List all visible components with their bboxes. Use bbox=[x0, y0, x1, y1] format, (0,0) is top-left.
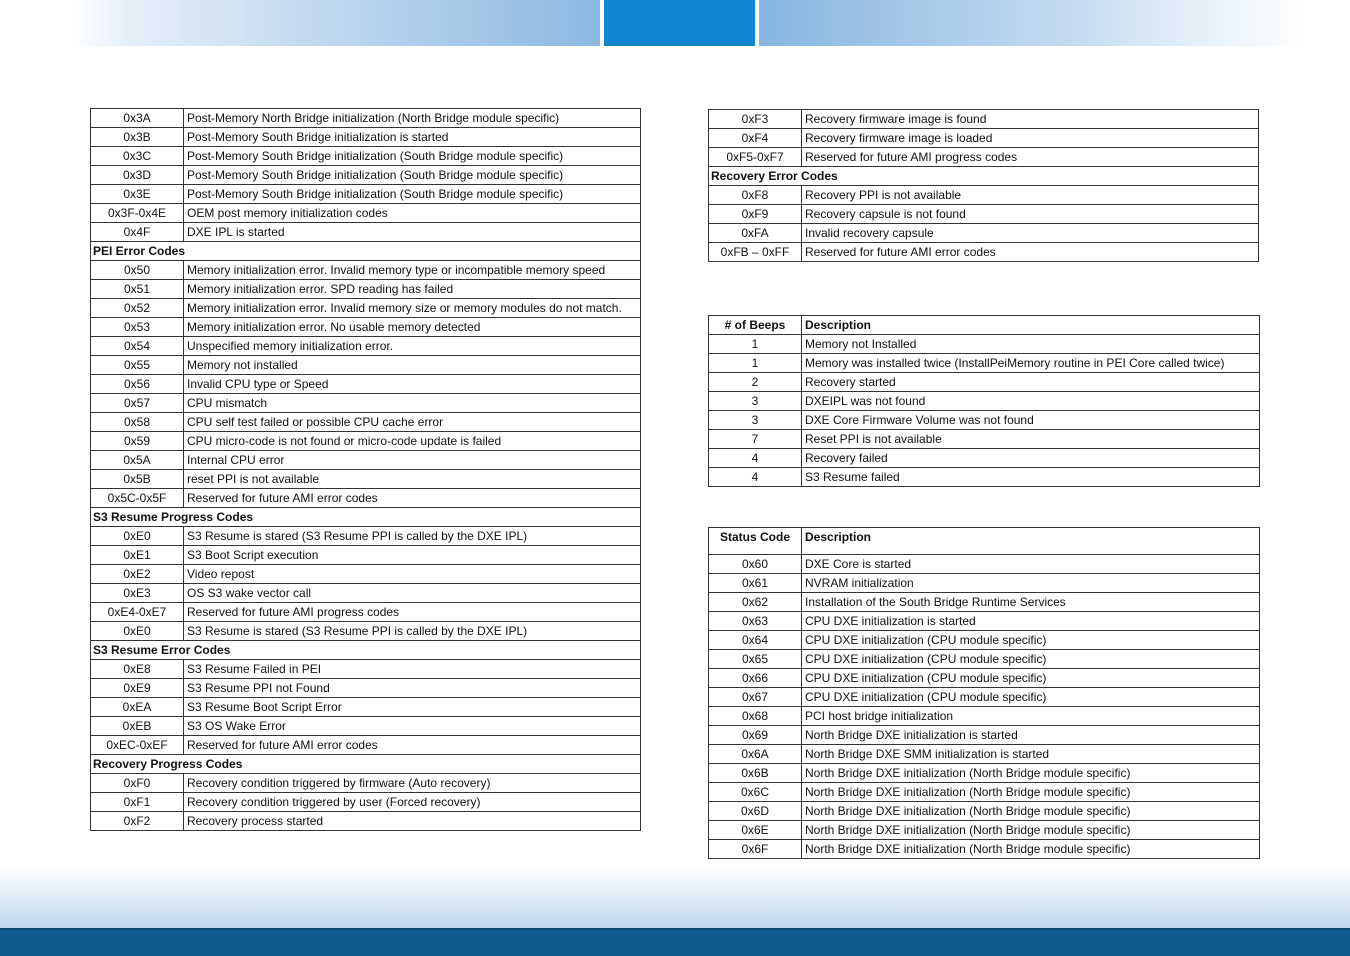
code-cell: 4 bbox=[709, 468, 802, 487]
beep-codes-table bbox=[708, 315, 1260, 487]
code-cell: 0xF0 bbox=[91, 774, 184, 793]
section-heading: S3 Resume Error Codes bbox=[91, 641, 641, 660]
section-heading: PEI Error Codes bbox=[91, 242, 641, 261]
table-row bbox=[91, 356, 641, 375]
description-cell: CPU self test failed or possible CPU cache error bbox=[184, 413, 641, 432]
table-row bbox=[709, 840, 1260, 859]
table-row bbox=[709, 783, 1260, 802]
table-row bbox=[91, 698, 641, 717]
description-cell: CPU DXE initialization (CPU module specific) bbox=[802, 650, 1260, 669]
code-cell: 0x5C-0x5F bbox=[91, 489, 184, 508]
code-cell: 0x3F-0x4E bbox=[91, 204, 184, 223]
description-cell: S3 Resume Boot Script Error bbox=[184, 698, 641, 717]
section-heading: Recovery Error Codes bbox=[709, 167, 1259, 186]
table-row bbox=[709, 449, 1260, 468]
table-row bbox=[91, 413, 641, 432]
description-cell: Memory initialization error. No usable memory detected bbox=[184, 318, 641, 337]
table-row bbox=[709, 243, 1259, 262]
table-row bbox=[91, 660, 641, 679]
dxe-status-codes-table bbox=[708, 527, 1260, 859]
table-row bbox=[709, 688, 1260, 707]
table-row bbox=[709, 745, 1260, 764]
table-row bbox=[91, 432, 641, 451]
description-cell: S3 Resume Failed in PEI bbox=[184, 660, 641, 679]
section-heading: S3 Resume Progress Codes bbox=[91, 508, 641, 527]
table-row bbox=[91, 299, 641, 318]
code-cell: 0x68 bbox=[709, 707, 802, 726]
table-row bbox=[91, 147, 641, 166]
table-row bbox=[91, 185, 641, 204]
code-cell: 0x6E bbox=[709, 821, 802, 840]
code-cell: 0xF2 bbox=[91, 812, 184, 831]
code-cell: 0x3B bbox=[91, 128, 184, 147]
description-cell: Unspecified memory initialization error. bbox=[184, 337, 641, 356]
code-cell: 0x57 bbox=[91, 394, 184, 413]
code-cell: 0x66 bbox=[709, 669, 802, 688]
section-heading-row bbox=[91, 641, 641, 660]
description-cell: North Bridge DXE initialization (North Bridge module specific) bbox=[802, 764, 1260, 783]
code-cell: 0xEB bbox=[91, 717, 184, 736]
code-cell: 0x64 bbox=[709, 631, 802, 650]
table-row bbox=[91, 451, 641, 470]
description-cell: DXE Core Firmware Volume was not found bbox=[802, 411, 1260, 430]
table-row bbox=[91, 793, 641, 812]
table-header-row bbox=[709, 316, 1260, 335]
code-cell: 1 bbox=[709, 335, 802, 354]
description-cell: North Bridge DXE initialization (North Bridge module specific) bbox=[802, 802, 1260, 821]
recovery-codes-table bbox=[708, 109, 1259, 262]
code-cell: 0x52 bbox=[91, 299, 184, 318]
code-cell: 0x67 bbox=[709, 688, 802, 707]
header-cell-code: Status Code bbox=[709, 528, 802, 555]
table-row bbox=[91, 679, 641, 698]
table-row bbox=[91, 527, 641, 546]
table-row bbox=[91, 394, 641, 413]
description-cell: Post-Memory South Bridge initialization (South Bridge module specific) bbox=[184, 166, 641, 185]
code-cell: 0x5B bbox=[91, 470, 184, 489]
code-cell: 0xE3 bbox=[91, 584, 184, 603]
table-row bbox=[91, 603, 641, 622]
table-row bbox=[91, 318, 641, 337]
table-row bbox=[709, 726, 1260, 745]
description-cell: Reserved for future AMI error codes bbox=[802, 243, 1259, 262]
description-cell: Reserved for future AMI error codes bbox=[184, 489, 641, 508]
code-cell: 0x51 bbox=[91, 280, 184, 299]
table-row bbox=[709, 574, 1260, 593]
description-cell: Recovery failed bbox=[802, 449, 1260, 468]
table-row bbox=[709, 802, 1260, 821]
table-row bbox=[91, 337, 641, 356]
footer-band bbox=[0, 866, 1350, 930]
code-cell: 1 bbox=[709, 354, 802, 373]
description-cell: Memory was installed twice (InstallPeiMemory routine in PEI Core called twice) bbox=[802, 354, 1260, 373]
description-cell: S3 Resume failed bbox=[802, 468, 1260, 487]
description-cell: OS S3 wake vector call bbox=[184, 584, 641, 603]
code-cell: 0xF4 bbox=[709, 129, 802, 148]
description-cell: S3 Boot Script execution bbox=[184, 546, 641, 565]
description-cell: DXE Core is started bbox=[802, 555, 1260, 574]
description-cell: Post-Memory South Bridge initialization (South Bridge module specific) bbox=[184, 147, 641, 166]
header-band-right bbox=[759, 0, 1350, 46]
table-row bbox=[91, 622, 641, 641]
table-row bbox=[709, 392, 1260, 411]
code-cell: 3 bbox=[709, 392, 802, 411]
table-row bbox=[709, 631, 1260, 650]
description-cell: North Bridge DXE initialization (North Bridge module specific) bbox=[802, 840, 1260, 859]
code-cell: 0x6D bbox=[709, 802, 802, 821]
code-cell: 0xF3 bbox=[709, 110, 802, 129]
description-cell: CPU DXE initialization is started bbox=[802, 612, 1260, 631]
description-cell: Invalid recovery capsule bbox=[802, 224, 1259, 243]
code-cell: 0xF8 bbox=[709, 186, 802, 205]
code-cell: 0x53 bbox=[91, 318, 184, 337]
code-cell: 0xF5-0xF7 bbox=[709, 148, 802, 167]
description-cell: Installation of the South Bridge Runtime Services bbox=[802, 593, 1260, 612]
description-cell: Recovery started bbox=[802, 373, 1260, 392]
table-header-row bbox=[709, 528, 1260, 555]
footer-bar bbox=[0, 928, 1350, 956]
description-cell: Post-Memory South Bridge initialization is started bbox=[184, 128, 641, 147]
code-cell: 0x4F bbox=[91, 223, 184, 242]
code-cell: 0x3E bbox=[91, 185, 184, 204]
table-row bbox=[709, 707, 1260, 726]
description-cell: Reserved for future AMI error codes bbox=[184, 736, 641, 755]
table-row bbox=[91, 261, 641, 280]
description-cell: Memory not installed bbox=[184, 356, 641, 375]
code-cell: 0x61 bbox=[709, 574, 802, 593]
code-cell: 0xE2 bbox=[91, 565, 184, 584]
description-cell: Memory not Installed bbox=[802, 335, 1260, 354]
code-cell: 0xFB – 0xFF bbox=[709, 243, 802, 262]
table-row bbox=[91, 812, 641, 831]
code-cell: 0xE0 bbox=[91, 527, 184, 546]
code-cell: 0x6B bbox=[709, 764, 802, 783]
table-row bbox=[709, 764, 1260, 783]
description-cell: Internal CPU error bbox=[184, 451, 641, 470]
table-row bbox=[709, 205, 1259, 224]
description-cell: Recovery condition triggered by firmware (Auto recovery) bbox=[184, 774, 641, 793]
description-cell: CPU DXE initialization (CPU module specific) bbox=[802, 688, 1260, 707]
table-row bbox=[91, 470, 641, 489]
table-row bbox=[709, 669, 1260, 688]
description-cell: North Bridge DXE initialization (North Bridge module specific) bbox=[802, 783, 1260, 802]
description-cell: Memory initialization error. SPD reading has failed bbox=[184, 280, 641, 299]
table-row bbox=[709, 373, 1260, 392]
code-cell: 0x6C bbox=[709, 783, 802, 802]
code-cell: 4 bbox=[709, 449, 802, 468]
table-row bbox=[709, 612, 1260, 631]
table-row bbox=[91, 109, 641, 128]
section-heading-row bbox=[91, 508, 641, 527]
description-cell: Recovery firmware image is loaded bbox=[802, 129, 1259, 148]
description-cell: North Bridge DXE initialization (North Bridge module specific) bbox=[802, 821, 1260, 840]
code-cell: 0x54 bbox=[91, 337, 184, 356]
code-cell: 2 bbox=[709, 373, 802, 392]
code-cell: 0x56 bbox=[91, 375, 184, 394]
code-cell: 0x63 bbox=[709, 612, 802, 631]
table-row bbox=[91, 717, 641, 736]
description-cell: Recovery PPI is not available bbox=[802, 186, 1259, 205]
description-cell: North Bridge DXE SMM initialization is started bbox=[802, 745, 1260, 764]
description-cell: PCI host bridge initialization bbox=[802, 707, 1260, 726]
code-cell: 7 bbox=[709, 430, 802, 449]
description-cell: Recovery capsule is not found bbox=[802, 205, 1259, 224]
code-cell: 0x5A bbox=[91, 451, 184, 470]
description-cell: Memory initialization error. Invalid memory type or incompatible memory speed bbox=[184, 261, 641, 280]
description-cell: OEM post memory initialization codes bbox=[184, 204, 641, 223]
table-row bbox=[709, 110, 1259, 129]
code-cell: 0xF1 bbox=[91, 793, 184, 812]
code-cell: 0xE1 bbox=[91, 546, 184, 565]
code-cell: 0x3D bbox=[91, 166, 184, 185]
description-cell: S3 OS Wake Error bbox=[184, 717, 641, 736]
code-cell: 0xE9 bbox=[91, 679, 184, 698]
code-cell: 0x6A bbox=[709, 745, 802, 764]
description-cell: North Bridge DXE initialization is started bbox=[802, 726, 1260, 745]
description-cell: Recovery condition triggered by user (Forced recovery) bbox=[184, 793, 641, 812]
description-cell: S3 Resume PPI not Found bbox=[184, 679, 641, 698]
code-cell: 0xEC-0xEF bbox=[91, 736, 184, 755]
description-cell: Invalid CPU type or Speed bbox=[184, 375, 641, 394]
description-cell: Memory initialization error. Invalid memory size or memory modules do not match. bbox=[184, 299, 641, 318]
description-cell: CPU mismatch bbox=[184, 394, 641, 413]
description-cell: CPU micro-code is not found or micro-code update is failed bbox=[184, 432, 641, 451]
code-cell: 0x50 bbox=[91, 261, 184, 280]
description-cell: Recovery firmware image is found bbox=[802, 110, 1259, 129]
description-cell: S3 Resume is stared (S3 Resume PPI is called by the DXE IPL) bbox=[184, 622, 641, 641]
table-row bbox=[709, 593, 1260, 612]
section-heading: Recovery Progress Codes bbox=[91, 755, 641, 774]
description-cell: Reset PPI is not available bbox=[802, 430, 1260, 449]
table-row bbox=[91, 489, 641, 508]
header-tab bbox=[604, 0, 755, 46]
table-row bbox=[709, 186, 1259, 205]
table-row bbox=[91, 565, 641, 584]
table-row bbox=[709, 650, 1260, 669]
section-heading-row bbox=[709, 167, 1259, 186]
table-row bbox=[91, 128, 641, 147]
table-row bbox=[91, 584, 641, 603]
code-cell: 0x65 bbox=[709, 650, 802, 669]
table-row bbox=[709, 411, 1260, 430]
code-cell: 0x3A bbox=[91, 109, 184, 128]
code-cell: 0x62 bbox=[709, 593, 802, 612]
description-cell: reset PPI is not available bbox=[184, 470, 641, 489]
table-row bbox=[91, 166, 641, 185]
table-row bbox=[709, 129, 1259, 148]
table-row bbox=[91, 546, 641, 565]
table-row bbox=[91, 204, 641, 223]
table-row bbox=[709, 821, 1260, 840]
code-cell: 0x59 bbox=[91, 432, 184, 451]
table-row bbox=[91, 375, 641, 394]
table-row bbox=[709, 468, 1260, 487]
table-row bbox=[709, 148, 1259, 167]
description-cell: NVRAM initialization bbox=[802, 574, 1260, 593]
code-cell: 0x69 bbox=[709, 726, 802, 745]
table-row bbox=[709, 335, 1260, 354]
description-cell: Recovery process started bbox=[184, 812, 641, 831]
table-row bbox=[709, 430, 1260, 449]
code-cell: 0x60 bbox=[709, 555, 802, 574]
table-row bbox=[91, 774, 641, 793]
code-cell: 0xEA bbox=[91, 698, 184, 717]
description-cell: DXE IPL is started bbox=[184, 223, 641, 242]
table-row bbox=[91, 223, 641, 242]
code-cell: 0xFA bbox=[709, 224, 802, 243]
description-cell: Reserved for future AMI progress codes bbox=[802, 148, 1259, 167]
section-heading-row bbox=[91, 755, 641, 774]
description-cell: DXEIPL was not found bbox=[802, 392, 1260, 411]
code-cell: 0x55 bbox=[91, 356, 184, 375]
code-cell: 3 bbox=[709, 411, 802, 430]
code-cell: 0xE0 bbox=[91, 622, 184, 641]
header-band-left bbox=[0, 0, 600, 46]
description-cell: CPU DXE initialization (CPU module specific) bbox=[802, 631, 1260, 650]
table-row bbox=[91, 280, 641, 299]
code-cell: 0x6F bbox=[709, 840, 802, 859]
description-cell: S3 Resume is stared (S3 Resume PPI is called by the DXE IPL) bbox=[184, 527, 641, 546]
header-cell-description: Description bbox=[802, 316, 1260, 335]
code-cell: 0xE8 bbox=[91, 660, 184, 679]
table-row bbox=[709, 354, 1260, 373]
table-row bbox=[709, 555, 1260, 574]
code-cell: 0x3C bbox=[91, 147, 184, 166]
description-cell: Video repost bbox=[184, 565, 641, 584]
section-heading-row bbox=[91, 242, 641, 261]
code-cell: 0xF9 bbox=[709, 205, 802, 224]
table-row bbox=[91, 736, 641, 755]
code-cell: 0xE4-0xE7 bbox=[91, 603, 184, 622]
header-cell-code: # of Beeps bbox=[709, 316, 802, 335]
code-cell: 0x58 bbox=[91, 413, 184, 432]
header-cell-description: Description bbox=[802, 528, 1260, 555]
post-codes-table-left bbox=[90, 108, 641, 831]
description-cell: Post-Memory South Bridge initialization (South Bridge module specific) bbox=[184, 185, 641, 204]
table-row bbox=[709, 224, 1259, 243]
description-cell: Post-Memory North Bridge initialization (North Bridge module specific) bbox=[184, 109, 641, 128]
description-cell: Reserved for future AMI progress codes bbox=[184, 603, 641, 622]
description-cell: CPU DXE initialization (CPU module specific) bbox=[802, 669, 1260, 688]
